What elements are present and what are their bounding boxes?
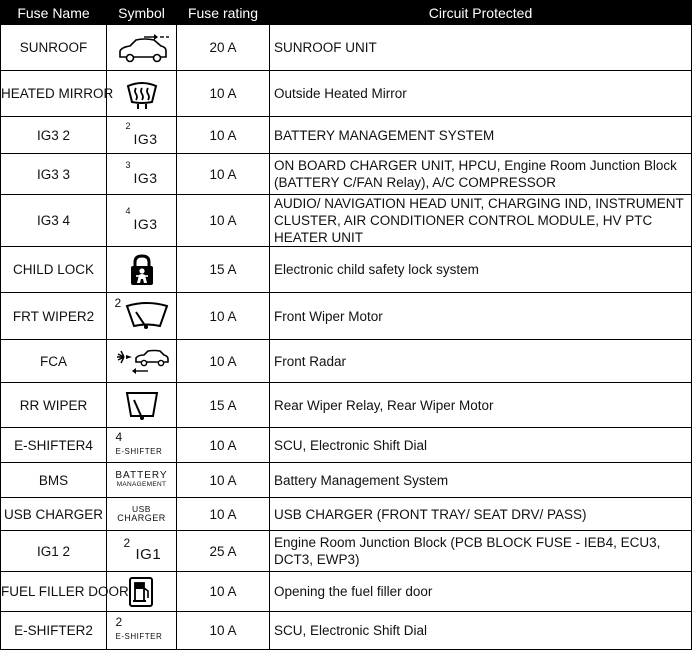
table-header-row	[1, 1, 692, 25]
fuse-rating-cell: 10 A	[177, 293, 270, 340]
symbol-cell	[107, 463, 177, 498]
circuit-cell: Front Radar	[270, 340, 692, 383]
table-row	[1, 463, 692, 498]
fuse-name-cell: RR WIPER	[1, 383, 107, 428]
circuit-cell: SUNROOF UNIT	[270, 25, 692, 71]
header-symbol: Symbol	[107, 1, 177, 25]
rear-wiper-icon	[122, 388, 162, 422]
fuse-rating-cell: 10 A	[177, 71, 270, 117]
symbol-superscript: 2	[115, 615, 123, 629]
symbol-text: E-SHIFTER	[115, 446, 163, 456]
table-row	[1, 117, 692, 154]
fuse-name-cell: CHILD LOCK	[1, 247, 107, 293]
ig3-symbol	[120, 120, 164, 148]
circuit-cell: Engine Room Junction Block (PCB BLOCK FUSE - IEB4, ECU3, DCT3, EWP3)	[270, 531, 692, 572]
fuse-rating-cell: 10 A	[177, 117, 270, 154]
fuse-name-cell: E-SHIFTER2	[1, 612, 107, 650]
fuse-name-cell: FUEL FILLER DOOR	[1, 572, 107, 612]
fuse-name-cell: USB CHARGER	[1, 498, 107, 531]
fuse-name-cell: FRT WIPER2	[1, 293, 107, 340]
circuit-cell: Front Wiper Motor	[270, 293, 692, 340]
table-row	[1, 612, 692, 650]
fuse-name-cell: IG1 2	[1, 531, 107, 572]
fuse-rating-cell: 10 A	[177, 195, 270, 247]
table-row	[1, 247, 692, 293]
fuse-name-cell: BMS	[1, 463, 107, 498]
symbol-line-2: MANAGEMENT	[116, 481, 167, 488]
symbol-cell	[107, 612, 177, 650]
symbol-line-1: BATTERY	[115, 470, 168, 481]
symbol-text: IG1	[135, 545, 162, 563]
fuse-rating-cell: 10 A	[177, 572, 270, 612]
circuit-cell: Outside Heated Mirror	[270, 71, 692, 117]
ig1-symbol	[120, 536, 164, 564]
symbol-superscript: 4	[125, 206, 131, 216]
symbol-cell	[107, 71, 177, 117]
table-row	[1, 25, 692, 71]
circuit-cell: SCU, Electronic Shift Dial	[270, 612, 692, 650]
table-row	[1, 154, 692, 195]
table-row	[1, 340, 692, 383]
symbol-cell	[107, 195, 177, 247]
ig3-symbol	[120, 159, 164, 187]
table-row	[1, 531, 692, 572]
circuit-cell: Opening the fuel filler door	[270, 572, 692, 612]
e-shifter-symbol	[114, 615, 170, 643]
symbol-line-1: USB	[132, 503, 151, 514]
fuse-name-cell: IG3 2	[1, 117, 107, 154]
symbol-cell	[107, 293, 177, 340]
fuse-rating-cell: 15 A	[177, 383, 270, 428]
front-wiper-symbol	[114, 297, 170, 333]
circuit-cell: Rear Wiper Relay, Rear Wiper Motor	[270, 383, 692, 428]
fuse-rating-cell: 10 A	[177, 463, 270, 498]
circuit-cell: AUDIO/ NAVIGATION HEAD UNIT, CHARGING IND, INSTRUMENT CLUSTER, AIR CONDITIONER CONTROL MODULE, HV PTC HEATER UNIT	[270, 195, 692, 247]
symbol-cell	[107, 428, 177, 463]
symbol-text: IG3	[133, 169, 158, 186]
header-circuit-protected: Circuit Protected	[270, 1, 692, 25]
fuse-name-cell: E-SHIFTER4	[1, 428, 107, 463]
fuse-rating-cell: 20 A	[177, 25, 270, 71]
fuse-name-cell: IG3 3	[1, 154, 107, 195]
usb-charger-symbol	[117, 505, 166, 523]
symbol-line-2: CHARGER	[117, 512, 166, 523]
fuse-rating-cell: 25 A	[177, 531, 270, 572]
circuit-cell: ON BOARD CHARGER UNIT, HPCU, Engine Room Junction Block (BATTERY C/FAN Relay), A/C COMPRESSOR	[270, 154, 692, 195]
table-row	[1, 498, 692, 531]
fuse-rating-cell: 10 A	[177, 340, 270, 383]
fuse-rating-cell: 15 A	[177, 247, 270, 293]
fuse-rating-cell: 10 A	[177, 428, 270, 463]
circuit-cell: Battery Management System	[270, 463, 692, 498]
e-shifter-symbol	[114, 430, 170, 458]
symbol-text: IG3	[133, 130, 158, 147]
circuit-cell: Electronic child safety lock system	[270, 247, 692, 293]
fuse-rating-cell: 10 A	[177, 154, 270, 195]
symbol-superscript: 4	[115, 429, 123, 444]
table-row	[1, 195, 692, 247]
ig3-symbol	[120, 205, 164, 233]
symbol-cell	[107, 154, 177, 195]
fuse-name-cell: IG3 4	[1, 195, 107, 247]
symbol-text: E-SHIFTER	[115, 632, 163, 641]
symbol-cell	[107, 572, 177, 612]
circuit-cell: SCU, Electronic Shift Dial	[270, 428, 692, 463]
fuel-door-icon	[127, 576, 157, 608]
symbol-superscript: 3	[125, 159, 131, 170]
sunroof-icon	[114, 31, 170, 65]
symbol-cell	[107, 117, 177, 154]
symbol-cell	[107, 498, 177, 531]
header-fuse-rating: Fuse rating	[177, 1, 270, 25]
child-lock-icon	[127, 253, 157, 287]
symbol-text: IG3	[133, 216, 158, 232]
fuse-name-cell: HEATED MIRROR	[1, 71, 107, 117]
fuse-name-cell: SUNROOF	[1, 25, 107, 71]
circuit-cell: USB CHARGER (FRONT TRAY/ SEAT DRV/ PASS)	[270, 498, 692, 531]
table-row	[1, 572, 692, 612]
symbol-superscript: 2	[125, 120, 131, 131]
circuit-cell: BATTERY MANAGEMENT SYSTEM	[270, 117, 692, 154]
table-row	[1, 71, 692, 117]
symbol-cell	[107, 531, 177, 572]
fuse-rating-cell: 10 A	[177, 498, 270, 531]
fuse-name-cell: FCA	[1, 340, 107, 383]
table-row	[1, 428, 692, 463]
forward-collision-icon	[114, 346, 170, 376]
fuse-rating-cell: 10 A	[177, 612, 270, 650]
symbol-cell	[107, 340, 177, 383]
symbol-cell	[107, 247, 177, 293]
symbol-superscript: 2	[114, 295, 122, 310]
symbol-cell	[107, 25, 177, 71]
symbol-cell	[107, 383, 177, 428]
table-row	[1, 293, 692, 340]
front-wiper-icon	[124, 300, 170, 332]
symbol-superscript: 2	[123, 535, 131, 550]
heated-mirror-icon	[122, 78, 162, 110]
header-fuse-name: Fuse Name	[1, 1, 107, 25]
battery-management-symbol	[115, 471, 167, 489]
table-row	[1, 383, 692, 428]
